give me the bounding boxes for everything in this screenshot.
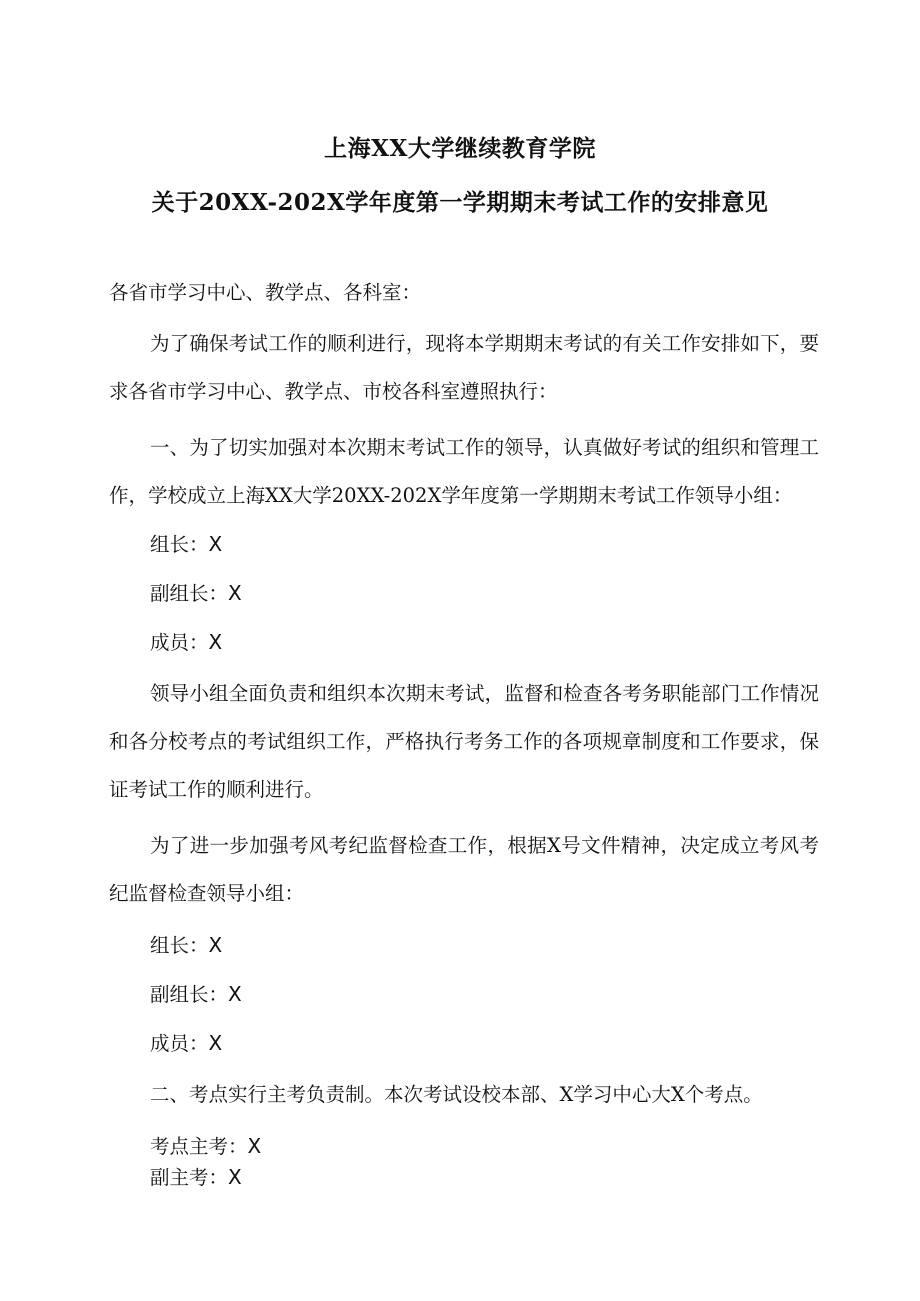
group2-leader-value: X (208, 933, 223, 957)
section-2-paragraph: 二、考点实行主考负责制。本次考试设校本部、X学习中心大X个考点。 (150, 1083, 763, 1106)
group1-members-line (109, 618, 819, 667)
deputy-examiner-line (109, 1162, 819, 1193)
document-title-line1: 上海XX大学继续教育学院 (324, 135, 596, 162)
supervision-intro-paragraph: 为了进一步加强考风考纪监督检查工作，根据X号文件精神，决定成立考风考纪监督检查领导小组： (109, 834, 819, 905)
group1-leader-label: 组长： (150, 533, 209, 556)
group2-members-line (109, 1019, 819, 1068)
group1-duty-paragraph: 领导小组全面负责和组织本次期末考试，监督和检查各考务职能部门工作情况和各分校考点的考试组织工作，严格执行考务工作的各项规章制度和工作要求，保证考试工作的顺利进行。 (109, 682, 819, 801)
chief-examiner-value: X (247, 1134, 262, 1158)
group1-members-value: X (208, 630, 223, 654)
group1-deputy-line (109, 569, 819, 618)
salutation: 各省市学习中心、教学点、各科室： (109, 281, 422, 304)
group1-members-label: 成员： (150, 631, 209, 654)
section-1-paragraph: 一、为了切实加强对本次期末考试工作的领导，认真做好考试的组织和管理工作，学校成立上海XX大学20XX-202X学年度第一学期期末考试工作领导小组： (109, 436, 819, 507)
group2-leader-label: 组长： (150, 934, 209, 957)
group2-leader-line (109, 921, 819, 970)
deputy-examiner-value: X (228, 1165, 242, 1189)
group2-deputy-line (109, 970, 819, 1019)
group1-deputy-value: X (228, 581, 242, 605)
group1-deputy-label: 副组长： (150, 582, 229, 605)
chief-examiner-label: 考点主考： (150, 1135, 248, 1158)
intro-paragraph: 为了确保考试工作的顺利进行，现将本学期期末考试的有关工作安排如下，要求各省市学习中心、教学点、市校各科室遵照执行： (109, 332, 819, 403)
group2-deputy-label: 副组长： (150, 983, 229, 1006)
group2-members-value: X (208, 1031, 223, 1055)
document-title-line2: 关于20XX-202X学年度第一学期期末考试工作的安排意见 (151, 189, 769, 216)
chief-examiner-line (109, 1131, 819, 1162)
group1-leader-line (109, 520, 819, 569)
group2-members-label: 成员： (150, 1032, 209, 1055)
deputy-examiner-label: 副主考： (150, 1166, 229, 1189)
group2-deputy-value: X (228, 982, 242, 1006)
group1-leader-value: X (208, 532, 223, 556)
document-body (109, 269, 819, 1193)
